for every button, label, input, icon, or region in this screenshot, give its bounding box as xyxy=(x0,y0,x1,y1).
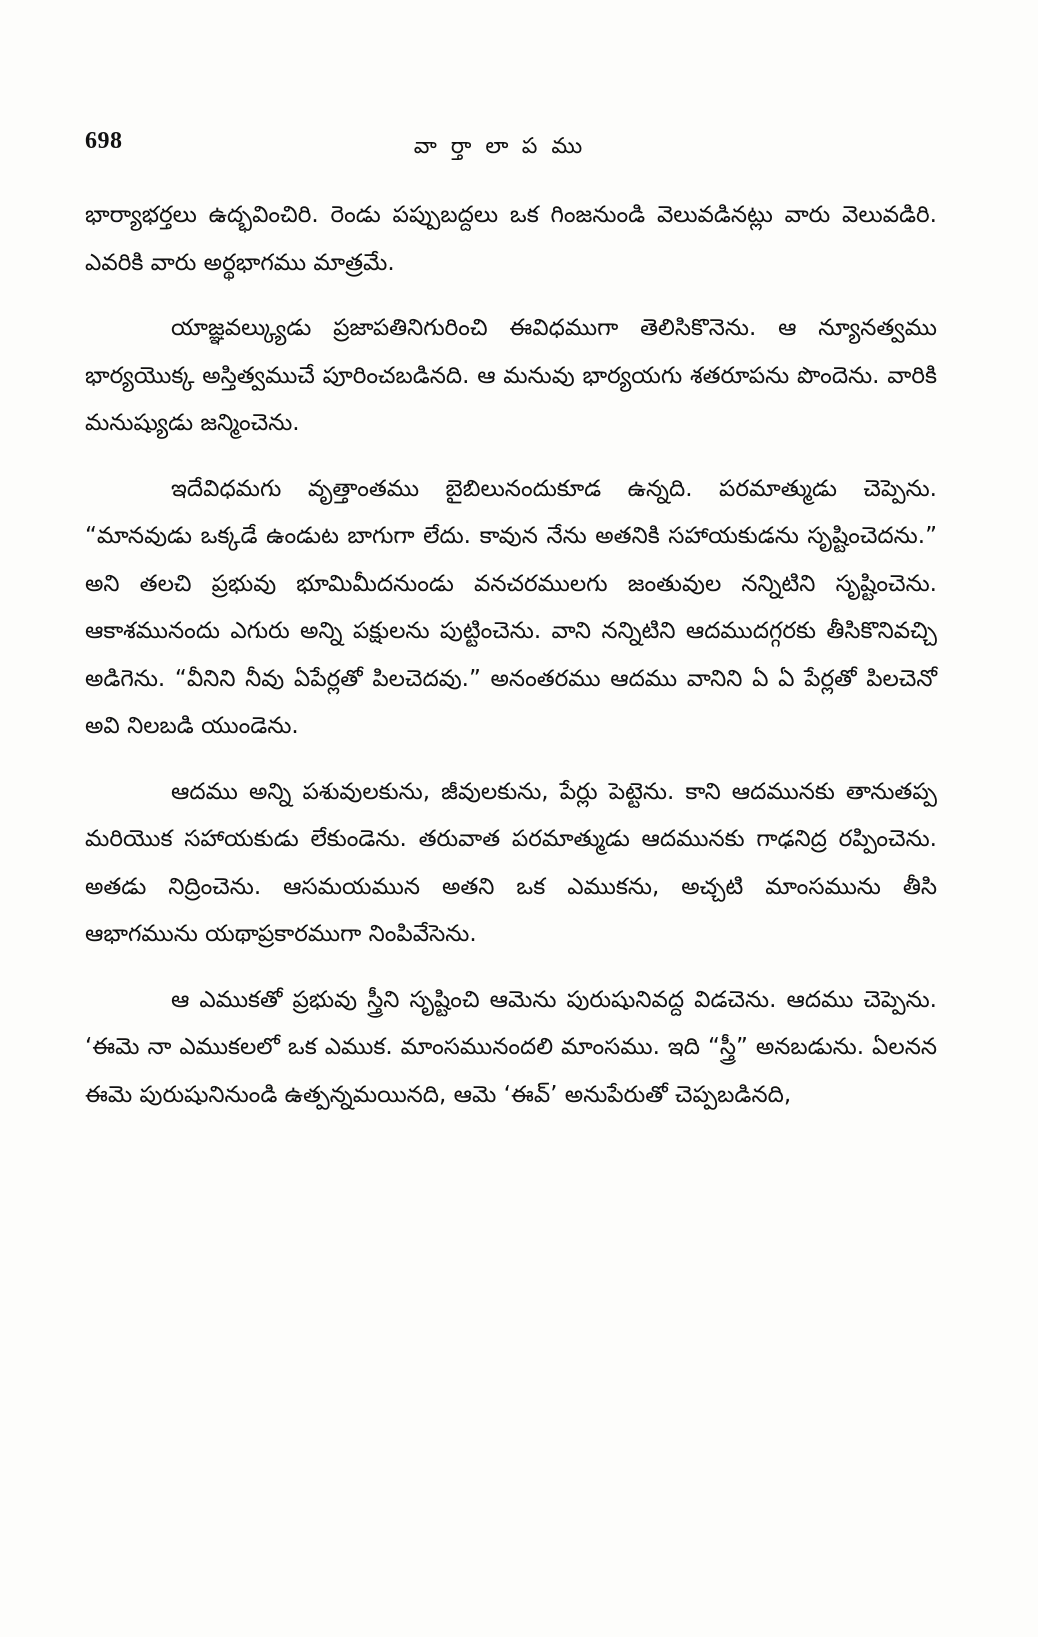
page-header xyxy=(85,128,925,168)
body-text xyxy=(85,192,937,1119)
paragraph-3: ఇదేవిధమగు వృత్తాంతము బైబిలునందుకూడ ఉన్నది. పరమాత్ముడు చెప్పెను. “మానవుడు ఒక్కడే ఉండుట బాగుగా లేదు. కావున నేను అతనికి సహాయకుడను సృష్టించెదను.” అని తలచి ప్రభువు భూమిమీదనుండు వనచరములగు జంతువుల నన్నిటిని సృష్టించెను. ఆకాశమునందు ఎగురు అన్ని పక్షులను పుట్టించెను. వాని నన్నిటిని ఆదముదగ్గరకు తీసికొనివచ్చి అడిగెను. “వీనిని నీవు ఏపేర్లతో పిలచెదవు.” అనంతరము ఆదము వానిని ఏ ఏ పేర్లతో పిలచెనో అవి నిలబడి యుండెను. xyxy=(85,475,937,739)
paragraph-4: ఆదము అన్ని పశువులకును, జీవులకును, పేర్లు పెట్టెను. కాని ఆదమునకు తానుతప్ప మరియొక సహాయకుడు లేకుండెను. తరువాత పరమాత్ముడు ఆదమునకు గాఢనిద్ర రప్పించెను. అతడు నిద్రించెను. ఆసమయమున అతని ఒక ఎముకను, అచ్చటి మాంసమును తీసి ఆభాగమును యథాప్రకారముగా నింపివేసెను. xyxy=(85,778,937,947)
paragraph-1: భార్యాభర్తలు ఉద్భవించిరి. రెండు పప్పుబద్దలు ఒక గింజనుండి వెలువడినట్లు వారు వెలువడిరి. ఎవరికి వారు అర్థభాగము మాత్రమే. xyxy=(85,202,937,276)
paragraph-5: ఆ ఎముకతో ప్రభువు స్త్రీని సృష్టించి ఆమెను పురుషునివద్ద విడచెను. ఆదము చెప్పెను. ‘ఈమె నా ఎముకలలో ఒక ఎముక. మాంసమునందలి మాంసము. ఇది “స్త్రీ” అనబడును. ఏలనన ఈమె పురుషునినుండి ఉత్పన్నమయినది, ఆమె ‘ఈవ్’ అనుపేరుతో చెప్పబడినది, xyxy=(85,986,937,1108)
page-number: 698 xyxy=(85,128,123,154)
running-title: వార్తాలాపము xyxy=(413,134,597,159)
paragraph-2: యాజ్ఞవల్క్యుడు ప్రజాపతినిగురించి ఈవిధముగా తెలిసికొనెను. ఆ న్యూనత్వము భార్యయొక్క అస్తిత్వముచే పూరించబడినది. ఆ మనువు భార్యయగు శతరూపను పొందెను. వారికి మనుష్యుడు జన్మించెను. xyxy=(85,315,937,436)
